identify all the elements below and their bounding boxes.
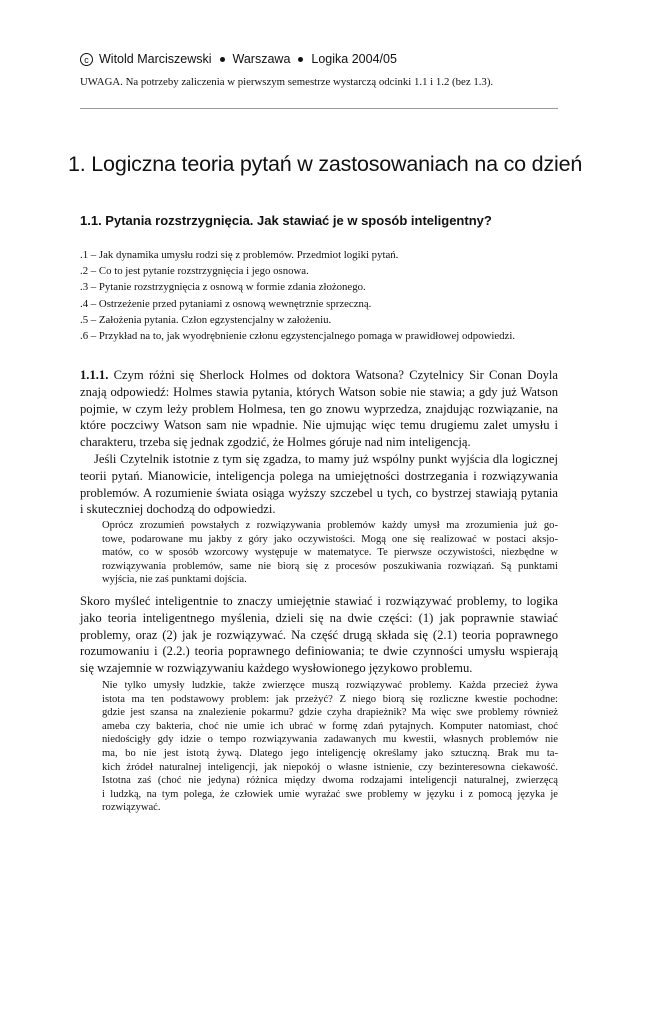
header-note: UWAGA. Na potrzeby zaliczenia w pierwszym semestrze wystarczą odcinki 1.1 i 1.2 (bez 1.3). [80,76,494,88]
note-line: ameba czy bakteria, choć nie umie ich ubrać w formę zdań pytajnych. Komputer natomiast, choć [102,720,558,732]
paragraph-3 [80,593,558,677]
paragraph-line: znają odpowiedź: Holmes stawia pytania, których Watson sobie nie stawia; a gdy już Watson [80,384,558,399]
copyright-icon: c [80,53,93,66]
paragraph-line: i skuteczniej dochodzą do odpowiedzi. [80,502,276,517]
note-block-1 [102,519,558,587]
paragraph-line: teorii pytań. Mianowicie, inteligencja polega na umiejętności dostrzegania i rozwiązywania [80,468,558,483]
note-line: kich źródeł naturalnej inteligencji, jak niepokój o własne istnienie, czy bezinteresowna ciekawość. [102,761,558,773]
course-name: Logika 2004/05 [311,52,397,66]
paragraph-line: które poczciwy Watson sam nie wpadnie. Nie ujmując więc temu drugiemu zalet umysłu i [80,418,558,433]
note-line: Oprócz zrozumień powstałych z rozwiązywania problemów każdy umysł ma zrozumienia już go- [102,520,558,531]
paragraph-1-1-1 [80,367,558,451]
bullet-separator-icon [298,57,303,62]
paragraph-line: problemy, oraz (2) jak je rozwiązywać. Na część drugą składa się (2.1) teoria poprawnego [80,627,558,642]
note-line: matów, co w sposób wzorcowy występuje w matematyce. Te pierwsze oczywistości, niezbędne w [102,547,558,559]
outline-item: .2 – Co to jest pytanie rozstrzygnięcia i jego osnowa. [80,265,309,278]
note-line: ma, bo nie jest istotą żywą. Dlatego jego inteligencję określamy jako sztuczną. Brak mu ta- [102,747,558,759]
outline-item: .6 – Przykład na to, jak wyodrębnienie członu egzystencjalnego pomaga w prawidłowej odpowiedzi. [80,329,516,342]
outline-item: .3 – Pytanie rozstrzygnięcia z osnową w formie zdania złożonego. [80,281,366,294]
header-divider [80,108,558,109]
note-block-2 [102,679,558,815]
paragraph-line: Skoro myśleć inteligentnie to znaczy umiejętnie stawiać i rozwiązywać problemy, to logika [80,594,558,608]
note-line: Nie tylko umysły ludzkie, także zwierzęce muszą rozwiązywać problemy. Każda przecież żywa [102,680,558,691]
paragraph-line: charakteru, trzeba się jednak zgodzić, że Holmes góruje nad nim inteligencją. [80,435,471,450]
section-title: 1.1. Pytania rozstrzygnięcia. Jak stawiać je w sposób inteligentny? [80,213,492,228]
paragraph-line: się wzajemnie w rozwiązywaniu każdego wysłowionego językowo problemu. [80,661,473,676]
note-line: i ludzką, na tym polega, że człowiek umie wyrażać swe problemy w języku i z pomocą języka je [102,788,558,800]
paragraph-line: jako teoria inteligentnego myślenia, dzieli się na dwie części: (1) jak poprawnie stawiać [80,610,558,625]
note-line: towe, podarowane mu jakby z góry jako oczywistości. Mogą one się realizować w postaci aksjo- [102,533,558,545]
note-line: Istotna zaś (choć nie jedyna) różnica między dwoma rodzajami inteligencji naturalnej, zwierzęcą [102,775,558,787]
outline-item: .1 – Jak dynamika umysłu rodzi się z problemów. Przedmiot logiki pytań. [80,249,399,261]
paragraph-2 [80,451,558,518]
note-line: gdzie jest szansa na znalezienie pokarmu? gdzie czyha drapieżnik? Ma więc swe problemy również [102,707,558,719]
bullet-separator-icon [220,57,225,62]
note-line: rozwiązywać. [102,802,161,814]
outline-item: .5 – Założenia pytania. Człon egzystencjalny w założeniu. [80,313,332,326]
note-line: niedościgły gdy idzie o tempo rozwiązywania zadawanych mu kwestii, własnych problemów nie [102,734,558,746]
paragraph-line: rozumowaniu i (2.2.) teoria poprawnego definiowania; te dwie czynności umysłu wspierają [80,644,558,659]
document-header [80,52,558,66]
note-line: wyjścia, nie zaś punktami dojścia. [102,574,247,586]
paragraph-line: Jeśli Czytelnik istotnie z tym się zgadza, to mamy już wspólny punkt wyjścia dla logicznej [94,452,558,466]
paragraph-line: pojmie, w czym leży problem Holmesa, ten go znowu wyprzedza, znajdując rozwiązanie, na [80,401,558,416]
chapter-title: 1. Logiczna teoria pytań w zastosowaniach na co dzień [68,152,583,176]
paragraph-line: problemów. A rozumienie świata osiąga wyższy szczebel u tych, co bystrzej stawiają pytania [80,485,558,500]
note-line: rozwiązywania problemów, same nie biorą się z procesów poszukiwania rozwiązań. Są punktami [102,560,558,572]
city-name: Warszawa [232,52,291,66]
paragraph-line: 1.1.1. Czym różni się Sherlock Holmes od doktora Watsona? Czytelnicy Sir Conan Doyla [80,368,558,382]
section-outline [80,247,558,344]
note-line: istota ma ten podstawowy problem: jak przeżyć? Z niego biorą się rozliczne kwestie pochodne: [102,693,558,705]
author-name: Witold Marciszewski [99,52,212,66]
outline-item: .4 – Ostrzeżenie przed pytaniami z osnową wewnętrznie sprzeczną. [80,297,372,310]
paragraph-number: 1.1.1. [80,368,109,382]
